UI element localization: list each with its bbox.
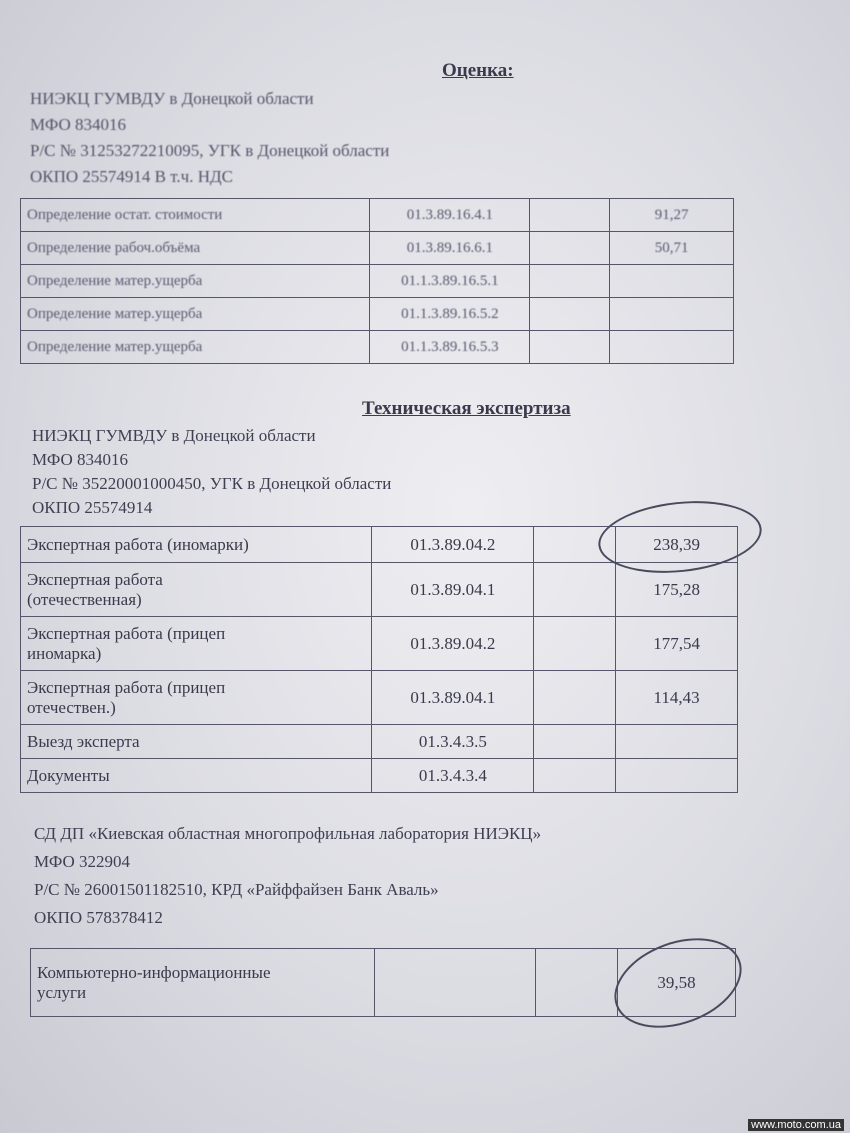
table-row: [21, 759, 738, 793]
amount-cell: [616, 725, 738, 759]
service-cell: [21, 527, 372, 563]
amount-cell: 177,54: [616, 617, 738, 671]
empty-cell: [534, 759, 616, 793]
header-line: СД ДП «Киевская областная многопрофильная лаборатория НИЭКЦ»: [34, 824, 542, 843]
amount-cell: 39,58: [618, 949, 736, 1017]
amount-cell: [610, 331, 734, 364]
empty-cell: [534, 617, 616, 671]
header-line: Р/С № 26001501182510, КРД «Райффайзен Банк Аваль»: [34, 880, 439, 899]
amount-cell: 50,71: [610, 232, 734, 265]
header-line: Р/С № 31253272210095, УГК в Донецкой области: [30, 141, 390, 160]
service-cell: Определение матер.ущерба: [21, 331, 370, 364]
section-title-assessment: Оценка:: [442, 60, 514, 81]
service-line: Экспертная работа (прицеп: [27, 677, 226, 697]
header-line: Р/С № 35220001000450, УГК в Донецкой области: [32, 474, 392, 493]
service-cell: [21, 671, 372, 725]
amount-cell: [616, 759, 738, 793]
amount-cell: [610, 298, 734, 331]
service-cell: Определение матер.ущерба: [21, 298, 370, 331]
empty-cell: [534, 563, 616, 617]
handwritten-circle: [602, 922, 754, 1044]
empty-cell: [530, 298, 610, 331]
code-cell: 01.3.4.3.4: [372, 759, 534, 793]
empty-cell: [536, 949, 618, 1017]
service-cell: Выезд эксперта: [21, 725, 372, 759]
empty-cell: [530, 199, 610, 232]
watermark: www.moto.com.ua: [748, 1119, 844, 1131]
table-row: [21, 671, 738, 725]
service-cell: [21, 617, 372, 671]
header-line: НИЭКЦ ГУМВДУ в Донецкой области: [30, 89, 314, 108]
table-row: [21, 331, 734, 364]
table-row: [21, 298, 734, 331]
service-cell: [21, 563, 372, 617]
service-cell: Определение матер.ущерба: [21, 265, 370, 298]
code-cell: 01.3.89.16.4.1: [370, 199, 530, 232]
empty-cell: [534, 725, 616, 759]
table-row: [21, 199, 734, 232]
header-line: МФО 322904: [34, 852, 131, 871]
table-row: [21, 617, 738, 671]
section2-header: [32, 424, 391, 520]
service-line: отечествен.): [27, 697, 116, 717]
table-row: [21, 232, 734, 265]
service-cell: [31, 949, 375, 1017]
code-cell: 01.3.89.04.1: [372, 671, 534, 725]
service-cell: Определение остат. стоимости: [21, 199, 370, 232]
header-line: МФО 834016: [32, 450, 129, 469]
code-cell: 01.1.3.89.16.5.2: [370, 298, 530, 331]
header-line: ОКПО 25574914: [32, 498, 153, 517]
empty-cell: [374, 949, 536, 1017]
header-line: МФО 834016: [30, 115, 127, 134]
service-line: Экспертная работа: [27, 569, 163, 589]
table-row: [21, 563, 738, 617]
code-cell: 01.3.89.04.1: [372, 563, 534, 617]
code-cell: 01.3.89.04.2: [372, 527, 534, 563]
amount-cell: [610, 265, 734, 298]
section1-header: [30, 86, 389, 190]
table-row: [21, 265, 734, 298]
code-cell: 01.3.89.16.6.1: [370, 232, 530, 265]
section3-header: [34, 820, 541, 932]
code-cell: 01.3.89.04.2: [372, 617, 534, 671]
code-cell: 01.1.3.89.16.5.1: [370, 265, 530, 298]
amount-cell: 114,43: [616, 671, 738, 725]
code-cell: 01.3.4.3.5: [372, 725, 534, 759]
service-line: Экспертная работа (прицеп: [27, 623, 226, 643]
service-line: Экспертная работа (иномарки): [27, 534, 249, 554]
service-line: услуги: [37, 982, 87, 1002]
header-line: ОКПО 578378412: [34, 908, 163, 927]
assessment-table: [20, 198, 734, 364]
amount-cell: 91,27: [610, 199, 734, 232]
amount-cell: 175,28: [616, 563, 738, 617]
header-line: ОКПО 25574914 В т.ч. НДС: [30, 167, 233, 186]
empty-cell: [530, 265, 610, 298]
header-line: НИЭКЦ ГУМВДУ в Донецкой области: [32, 426, 316, 445]
code-cell: 01.1.3.89.16.5.3: [370, 331, 530, 364]
empty-cell: [534, 671, 616, 725]
amount-cell: 238,39: [616, 527, 738, 563]
service-cell: Документы: [21, 759, 372, 793]
service-line: иномарка): [27, 643, 102, 663]
service-cell: Определение рабоч.объёма: [21, 232, 370, 265]
table-row: [21, 725, 738, 759]
empty-cell: [530, 331, 610, 364]
empty-cell: [530, 232, 610, 265]
service-line: (отечественная): [27, 589, 142, 609]
section-title-technical-expertise: Техническая экспертиза: [362, 398, 571, 419]
service-line: Компьютерно-информационные: [37, 962, 271, 982]
